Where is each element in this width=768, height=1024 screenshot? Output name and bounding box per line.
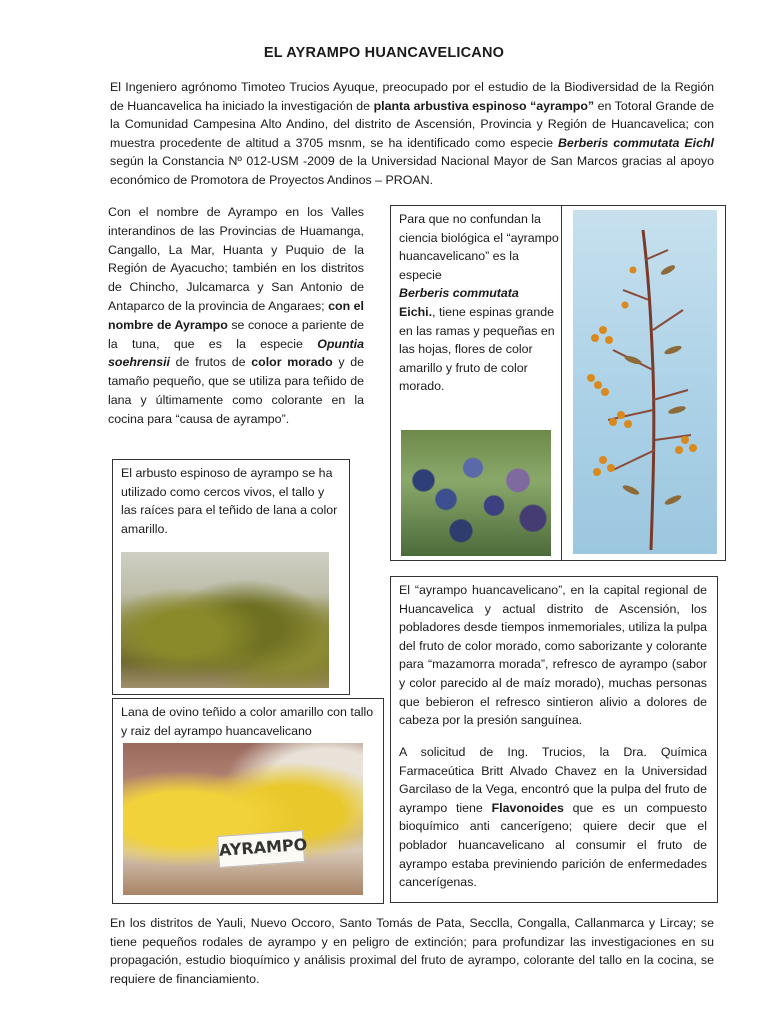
shrub-box-text: El arbusto espinoso de ayrampo se ha utilizado como cercos vivos, el tallo y las raíces para el teñido de lana a color amarillo.: [121, 466, 338, 536]
branch-illustration: [573, 210, 717, 554]
intro-text-1: El Ingeniero agrónomo Timoteo Trucios Ayuque, preocupado por el estudio de la Biodiversidad de la Región de Huancavelica ha iniciado la investigación de: [110, 80, 714, 113]
capital-box-p2-text-2: que es un compuesto bioquímico anti cancerígeno; quiere decir que el poblador huancavelicano al consumir el fruto de ayrampo estaba previniendo parición de enfermedades cancerígenas.: [399, 800, 707, 890]
intro-text-3: según la Constancia Nº 012-USM -2009 de la Universidad Nacional Mayor de San Marcos gracias al apoyo económico de Promotora de Proyectos Andinos – PROAN.: [110, 154, 714, 187]
ayacucho-species-name: Opuntia soehrensii: [108, 336, 364, 370]
branch-photo: [573, 210, 717, 554]
ayacucho-text-2: se conoce a pariente de la tuna, que es la especie: [108, 317, 364, 351]
capital-box: [390, 576, 718, 903]
intro-paragraph: [110, 78, 714, 190]
species-box-text: [399, 210, 559, 396]
ayacucho-paragraph: [108, 203, 364, 429]
wool-box-caption: Lana de ovino teñido a color amarillo con tallo y raiz del ayrampo huancavelicano: [121, 705, 374, 738]
capital-box-p2-text-1: A solicitud de Ing. Trucios, la Dra. Química Farmaceútica Britt Alvado Chavez en la Universidad Garcilaso de la Vega, encontró que la pulpa del fruto de ayrampo tiene: [399, 745, 707, 815]
capital-box-p2: [399, 743, 707, 892]
species-box-author: Eichi.: [399, 304, 433, 319]
species-box-text-2: , tiene espinas grande en las ramas y pequeñas en las hojas, flores de color amarillo y fruto de color morado.: [399, 304, 555, 394]
shrub-photo: [121, 552, 329, 688]
intro-bold-term: planta arbustiva espinoso “ayrampo”: [373, 98, 595, 113]
wool-box: [112, 698, 384, 904]
shrub-box: [112, 459, 350, 695]
species-box-divider: [561, 206, 562, 560]
species-box-species-name: Berberis commutata: [399, 286, 519, 301]
ayacucho-text-3: de frutos de: [169, 355, 252, 370]
wool-photo: [123, 743, 363, 895]
intro-text-2: en Totoral Grande de la Comunidad Campesina Alto Andino, del distrito de Ascensión, Provincia y Región de Huancavelica; con muestra procedente de altitud a 3705 msnm, se ha identificado como especie: [110, 98, 714, 150]
berries-photo: [401, 430, 551, 556]
page-title: EL AYRAMPO HUANCAVELICANO: [263, 45, 505, 61]
ayrampo-sign: AYRAMPO: [217, 830, 305, 868]
ayacucho-text-1: Con el nombre de Ayrampo en los Valles interandinos de las Provincias de Huamanga, Cangallo, La Mar, Huanta y Puquio de la Región de Ayacucho; también en los distritos de Chincho, Julcamarca y San Antonio de Antaparco de la provincia de Angaraes;: [108, 205, 364, 313]
capital-box-p1: El “ayrampo huancavelicano”, en la capital regional de Huancavelica y actual distrito de Ascensión, los pobladores desde tiempos inmemoriales, utiliza la pulpa del fruto de color morado, como saborizante y colorante para “mazamorra morada”, refresco de ayrampo (sabor y color parecido al de maíz morado), muchas personas que bebieron el refresco sintieron alivio a dolores de cabeza por la presión sanguínea.: [399, 583, 707, 728]
footer-paragraph: En los distritos de Yauli, Nuevo Occoro, Santo Tomás de Pata, Secclla, Congalla, Callanmarca y Lircay; se tiene pequeños rodales de ayrampo y en peligro de extinción; para profundizar las investigaciones en su propagación, estudio bioquímico y análisis proximal del fruto de ayrampo, colorante del tallo en la cocina, se requiere de financiamiento.: [110, 916, 714, 986]
ayacucho-bold-2: color morado: [251, 355, 333, 370]
capital-box-bold-term: Flavonoides: [491, 800, 564, 815]
intro-species-name: Berberis commutata Eichl: [557, 135, 714, 150]
ayacucho-text-4: y de tamaño pequeño, que se utiliza para teñido de lana y últimamente como colorante en la cocina para “causa de ayrampo”.: [108, 355, 364, 426]
species-box: [390, 205, 726, 561]
ayacucho-bold-1: con el nombre de Ayrampo: [108, 298, 364, 332]
species-box-text-1: Para que no confundan la ciencia biológica el “ayrampo huancavelicano” es la especie: [399, 212, 559, 282]
